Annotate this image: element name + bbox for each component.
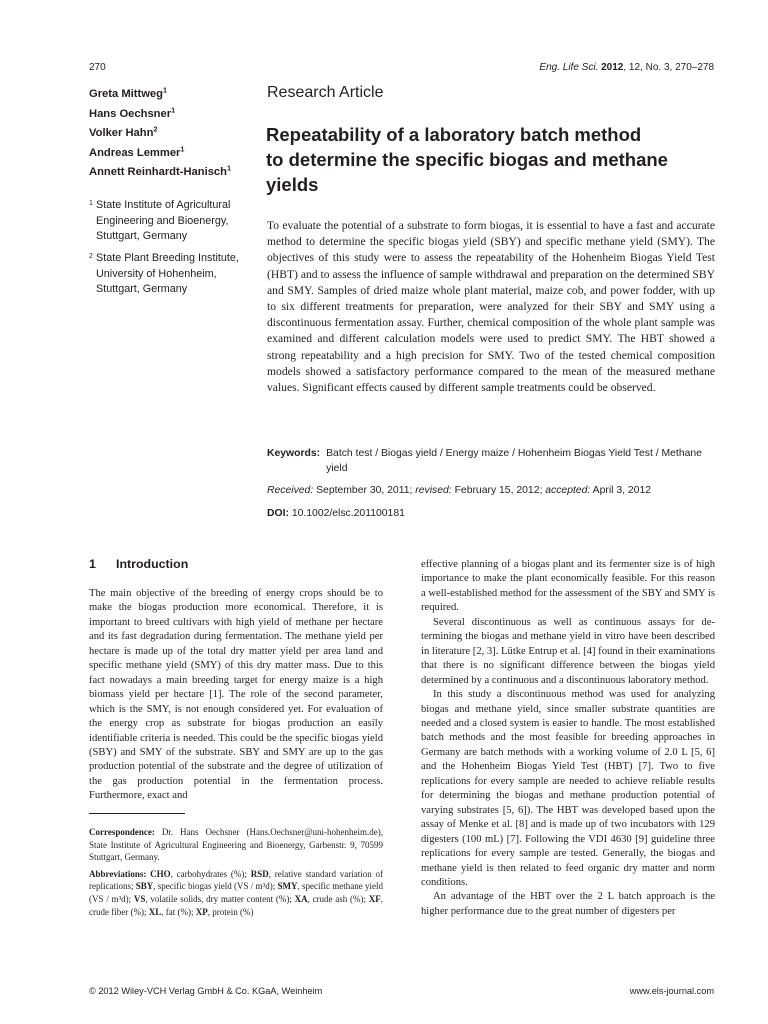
abbreviation-term: SMY (277, 881, 298, 892)
abbreviation-term: XL (148, 906, 162, 917)
affiliation: 1 State Institute of Agricultural Engineering and Bioenergy, Stuttgart, Germany (89, 199, 231, 242)
body-column-right (421, 558, 715, 919)
author: Andreas Lemmer$^1$ (89, 143, 185, 159)
abbreviation-definition: , volatile solids, dry matter content (%); (145, 893, 295, 904)
keywords (267, 446, 715, 476)
abbreviation-definition: , fat (%); (161, 906, 196, 917)
doi: DOI: 10.1002/elsc.201100181 (267, 508, 405, 519)
abbreviation-term: XF (368, 893, 381, 904)
abbreviation-term: RSD (250, 868, 269, 879)
author: Hans Oechsner$^1$ (89, 104, 176, 120)
journal-volume: , 12, No. 3, 270–278 (623, 62, 714, 73)
footnote-rule (89, 813, 185, 814)
keywords-label: Keywords: (267, 448, 321, 459)
abbreviation-definition: , crude fiber (%); (89, 893, 384, 917)
abbreviation-definition: , protein (%) (207, 906, 254, 917)
footnotes (89, 826, 383, 922)
abbreviation-definition: , specific biogas yield (VS / m³d); (153, 881, 278, 892)
page-number: 270 (89, 62, 106, 73)
author-list (89, 85, 231, 183)
correspondence: Correspondence: Dr. Hans Oechsner (Hans.Oechsner@uni-hohenheim.de), State Institute of Agricultural Engineering and Bioenergy, Garbenstr. 9, 70599 Stuttgart, Germany. (89, 827, 383, 863)
abbreviation-term: CHO (150, 868, 171, 879)
body-column-left (89, 587, 383, 804)
abbreviation-term: XP (195, 906, 208, 917)
author: Annett Reinhardt-Hanisch$^1$ (89, 163, 232, 178)
abbreviation-definition: , crude ash (%); (307, 893, 369, 904)
journal-name: Eng. Life Sci. (539, 62, 599, 73)
section-heading: 1 Introduction (89, 557, 189, 571)
body-paragraph: An advantage of the HBT over the 2 L batch approach is the higher performance due to the great number of digesters per (421, 891, 715, 917)
body-paragraph: In this study a discontinuous method was used for analyzing biogas and methane yield, since smaller substrate quantities are needed and a closed system is easier to handle. The most established batch methods and the most feasible for breeding approaches in Germany are batch methods with a working volume of 2.0 L [5, 6] and the Hohenheim Biogas Yield Test (HBT) [7]. Two to five replications for every sample are needed to achieve reliable results for determining the biogas and methane production potential of varying substrates [5, 6]). The HBT was developed based upon the assay of Menke et al. [8] and is made up of two incubators with 129 digesters (100 mL) [7]. Following the VDI 4630 [9] guideline three replications for every sample are tested. Generally, the biogas and methane yield is then related to feed organic dry matter and norm conditions. (421, 689, 715, 888)
abbreviation-term: XA (294, 893, 308, 904)
article-title: Repeatability of a laboratory batch method to determine the specific biogas and methane yields (266, 124, 668, 195)
abbreviation-term: SBY (135, 881, 154, 892)
abbreviation-definition: , specific methane yield (VS / m³d); (89, 881, 383, 904)
journal-reference (539, 62, 714, 73)
abbreviations: Abbreviations: CHO, carbohydrates (%); RSD, relative standard variation of replications; SBY, specific biogas yield (VS / m³d); SMY, specific methane yield (VS / m³d); VS, volatile solids, dry matter content (%); XA, crude ash (%); XF, crude fiber (%); XL, fat (%); XP, protein (%) (89, 868, 384, 917)
keywords-text: Batch test / Biogas yield / Energy maize / Hohenheim Biogas Yield Test / Methane yield (326, 448, 702, 474)
article-dates: Received: September 30, 2011; revised: February 15, 2012; accepted: April 3, 2012 (267, 485, 651, 496)
article-type: Research Article (267, 84, 384, 101)
abstract: To evaluate the potential of a substrate to form biogas, it is essential to have a fast and accurate method to determine the specific biogas yield (SBY) and specific methane yield (SMY). The objectives of this study were to assess the repeatability of the Hohenheim Biogas Yield Test (HBT) and to assess the influence of sample withdrawal and preparation on the determined SBY and SMY. Samples of dried maize whole plant material, maize cob, and power fodder, with up to six different treatments for preparation, were analyzed for their SBY and SMY using a discontinuous fermentation assay. Further, chemical composition of the whole plant sample was examined and different calculation models were used to predict SMY. The HBT showed a strong repeatability and a high precision for SMY. Two of the tested chemical composition models showed a satisfactory performance compared to the mean of the measured methane values. Significant effects caused by different sample treatments could be observed. (267, 219, 715, 395)
journal-website[interactable]: www.els-journal.com (629, 986, 714, 996)
journal-year: 2012 (601, 62, 624, 73)
abbreviation-definition: , carbohydrates (%); (170, 868, 251, 879)
body-paragraph: The main objective of the breeding of energy crops should be to make the biogas production more economical. Therefore, it is important to breed cultivars with high yield of methane per hectare and its fast degradation during fermentation. The methane yield per hectare is made up of the total dry matter yield per area land and specific methane yield (SMY) of this dry matter mass. Due to this fact nowadays a main breeding target for energy maize is a high biomass yield per hectare [1]. The role of the second parameter, which is the SMY, is not enough considered yet. For evaluation of the energy crop as substrate for biogas production an easily identifiable criteria is needed. This could be the specific biogas yield (SBY) and SMY of the substrate. SBY and SMY are up to the gas production potential of the substrate and the degree of utilization of the gas production potential in the fermentation process. Furthermore, exact and (89, 588, 383, 802)
copyright: © 2012 Wiley-VCH Verlag GmbH & Co. KGaA, Weinheim (89, 986, 323, 996)
body-paragraph: Several discontinuous as well as continuous assays for determining the biogas and methane yield in vitro have been described in literature [2, 3]. Lütke Entrup et al. [4] found in their examinations that there is no significant difference between the biogas yield determined by a continuous and a discontinuous laboratory method. (421, 616, 715, 686)
body-paragraph: effective planning of a biogas plant and its fermenter size is of high importance to make the plant economically feasible. For this reason a well-established method for the assessment of the SBY and SMY is required. (421, 559, 715, 614)
abbreviation-term: VS (133, 893, 146, 904)
doi-value: 10.1002/elsc.201100181 (291, 508, 405, 519)
affiliation: 2 State Plant Breeding Institute, University of Hohenheim, Stuttgart, Germany (89, 252, 239, 295)
abbreviation-definition: , relative standard variation of replications; (89, 868, 384, 892)
author: Volker Hahn$^2$ (89, 124, 158, 139)
author: Greta Mittweg$^1$ (89, 85, 168, 100)
